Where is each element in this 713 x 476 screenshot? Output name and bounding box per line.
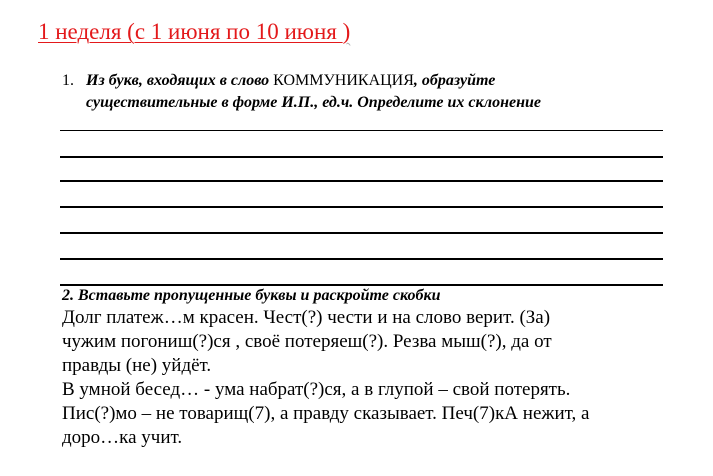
task-2-line: Пис(?)мо – не товарищ(7), а правду сказывает. Печ(7)кА нежит, а [62,403,590,424]
answer-line-2 [60,156,663,158]
task-2-heading: 2. Вставьте пропущенные буквы и раскройте скобки [62,287,441,304]
answer-line-6 [60,258,663,260]
task-1-line1-prefix: Из букв, входящих в слово [86,72,274,89]
task-1-line1-suffix: , образуйте [413,72,496,89]
task-1-keyword: КОММУНИКАЦИЯ [273,72,414,89]
answer-line-5 [60,232,663,234]
answer-line-3 [60,180,663,182]
task-1-number: 1. [62,72,74,89]
page-title [38,20,350,43]
title-text: 1 неделя (с 1 июня по 10 июня [38,19,343,44]
task-1-line2: существительные в форме И.П., ед.ч. Определите их склонение [86,94,541,111]
task-2-line: Долг платеж…м красен. Чест(?) чести и на слово верит. (За) [62,307,551,328]
title-close-paren: ) [342,19,351,44]
task-2-line: правды (не) уйдёт. [62,355,212,376]
answer-line-1 [60,130,663,131]
task-2-line: В умной бесед… - ума набрат(?)ся, а в глупой – свой потерять. [62,379,571,400]
task-2-line: чужим погониш(?)ся , своё потеряеш(?). Резва мыш(?), да от [62,331,552,352]
task-2-body [62,306,672,450]
answer-line-7 [60,284,663,286]
task-1 [62,70,541,114]
answer-line-4 [60,206,663,208]
task-1-text [86,70,541,114]
task-2-line: доро…ка учит. [62,427,183,448]
